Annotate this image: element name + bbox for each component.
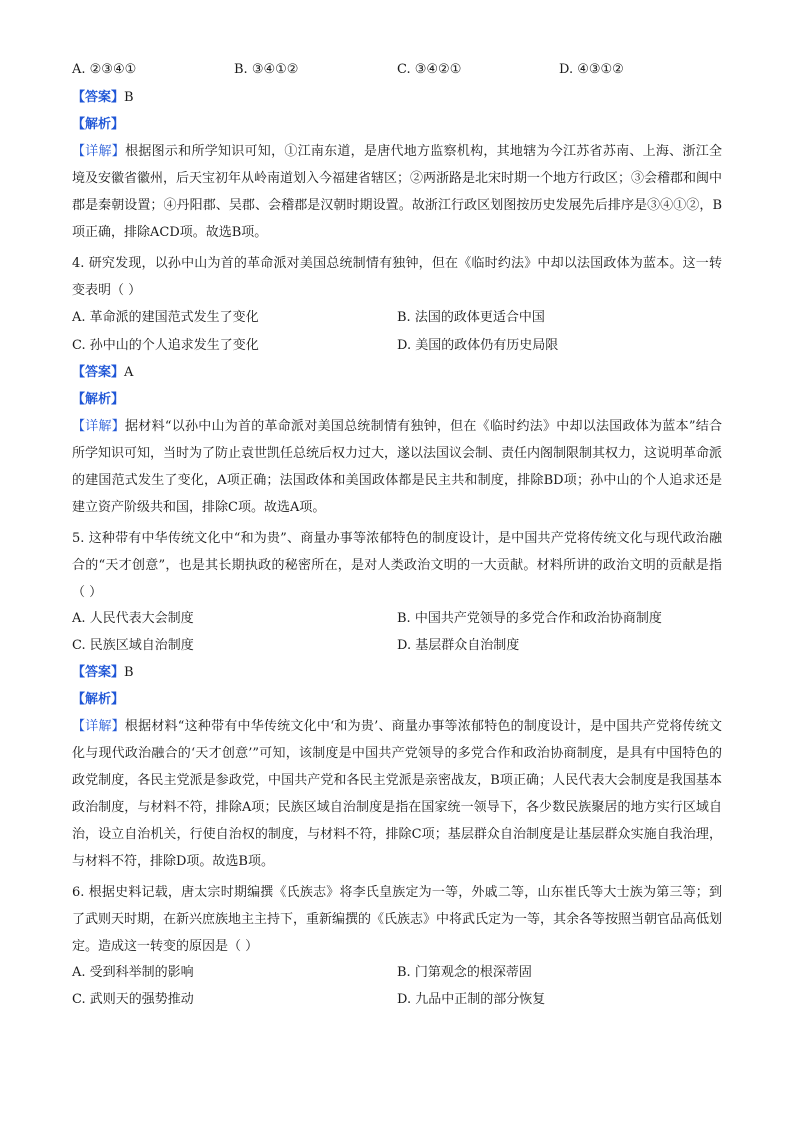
q5-option-a: A. 人民代表大会制度 (72, 611, 194, 626)
q4-option-a: A. 革命派的建国范式发生了变化 (72, 310, 259, 325)
q6-option-d: D. 九品中正制的部分恢复 (397, 992, 546, 1007)
q5-option-d: D. 基层群众自治制度 (397, 638, 520, 653)
q5-option-b: B. 中国共产党领导的多党合作和政治协商制度 (397, 611, 662, 626)
q6-option-b: B. 门第观念的根深蒂固 (397, 965, 532, 980)
q4-option-b: B. 法国的政体更适合中国 (397, 310, 545, 325)
q4-option-c: C. 孙中山的个人追求发生了变化 (72, 338, 259, 353)
q4-analysis-tag: 【解析】 (72, 392, 125, 407)
q6-options-row2 (72, 990, 722, 1010)
q3-option-b: B. ③④①② (234, 62, 299, 77)
q5-analysis-tag: 【解析】 (72, 692, 125, 707)
q6-stem: 6. 根据史料记载，唐太宗时期编撰《氏族志》将李氏皇族定为一等，外戚二等，山东崔氏等大士族为第三等；到了武则天时期，在新兴庶族地主主持下，重新编撰的《氏族志》中将武氏定为一等，其余各等按照当朝官品高低划定。造成这一转变的原因是（ ） (72, 885, 723, 954)
q3-option-c: C. ③④②① (397, 62, 462, 77)
answer-tag: 【答案】 (72, 90, 125, 105)
q3-options (72, 60, 722, 80)
q3-detail (72, 138, 722, 246)
detail-text: 根据图示和所学知识可知，①江南东道，是唐代地方监察机构，其地辖为今江苏省苏南、上海、浙江全境及安徽省徽州，后天宝初年从岭南道划入今福建省辖区；②两浙路是北宋时期一个地方行政区；③会稽郡和闽中郡是秦朝设置；④丹阳郡、吴郡、会稽郡是汉朝时期设置。故浙江行政区划图按历史发展先后排序是③④①②，B项正确，排除ACD项。故选B项。 (72, 144, 723, 240)
q6-option-a: A. 受到科举制的影响 (72, 965, 194, 980)
q6-option-c: C. 武则天的强势推动 (72, 992, 194, 1007)
q3-option-a: A. ②③④① (72, 62, 137, 77)
q5-detail: 【详解】根据材料“这种带有中华传统文化中‘和为贵’、商量办事等浓郁特色的制度设计，是中国共产党将传统文化与现代政治融合的‘天才创意’”可知，该制度是中国共产党领导的多党合作和政治协商制度，是具有中国特色的政党制度，各民主党派是参政党，中国共产党和各民主党派是亲密战友，B项正确；人民代表大会制度是我国基本政治制度，与材料不符，排除A项；民族区域自治制度是指在国家统一领导下，各少数民族聚居的地方实行区域自治，设立自治机关，行使自治权的制度，与材料不符，排除C项；基层群众自治制度是让基层群众实施自我治理，与材料不符，排除D项。故选B项。 (72, 719, 722, 869)
q3-analysis-tag: 【解析】 (72, 117, 125, 132)
q4-options-row1 (72, 308, 722, 328)
q5-option-c: C. 民族区域自治制度 (72, 638, 194, 653)
q6-options-row1 (72, 963, 722, 983)
answer-value: B (124, 90, 134, 105)
q5-stem: 5. 这种带有中华传统文化中“和为贵”、商量办事等浓郁特色的制度设计，是中国共产党将传统文化与现代政治融合的“天才创意”，也是其长期执政的秘密所在，是对人类政治文明的一大贡献。材料所讲的政治文明的贡献是指（ ） (72, 531, 722, 600)
q5-options-row2 (72, 636, 722, 656)
q4-detail: 【详解】据材料“以孙中山为首的革命派对美国总统制情有独钟，但在《临时约法》中却以法国政体为蓝本”结合所学知识可知，当时为了防止袁世凯任总统后权力过大，遂以法国议会制、责任内阁制限制其权力，这说明革命派的建国范式发生了变化，A项正确；法国政体和美国政体都是民主共和制度，排除BD项；孙中山的个人追求还是建立资产阶级共和国，排除C项。故选A项。 (72, 419, 723, 515)
q4-stem: 4. 研究发现，以孙中山为首的革命派对美国总统制情有独钟，但在《临时约法》中却以法国政体为蓝本。这一转变表明（ ） (72, 256, 722, 298)
q3-option-d: D. ④③①② (559, 62, 624, 77)
q5-options-row1 (72, 609, 722, 629)
detail-tag: 【详解】 (72, 144, 126, 159)
q3-answer (72, 88, 134, 108)
q4-options-row2 (72, 336, 722, 356)
q4-option-d: D. 美国的政体仍有历史局限 (397, 338, 559, 353)
q5-answer: 【答案】B (72, 665, 134, 680)
q4-answer: 【答案】A (72, 365, 134, 380)
